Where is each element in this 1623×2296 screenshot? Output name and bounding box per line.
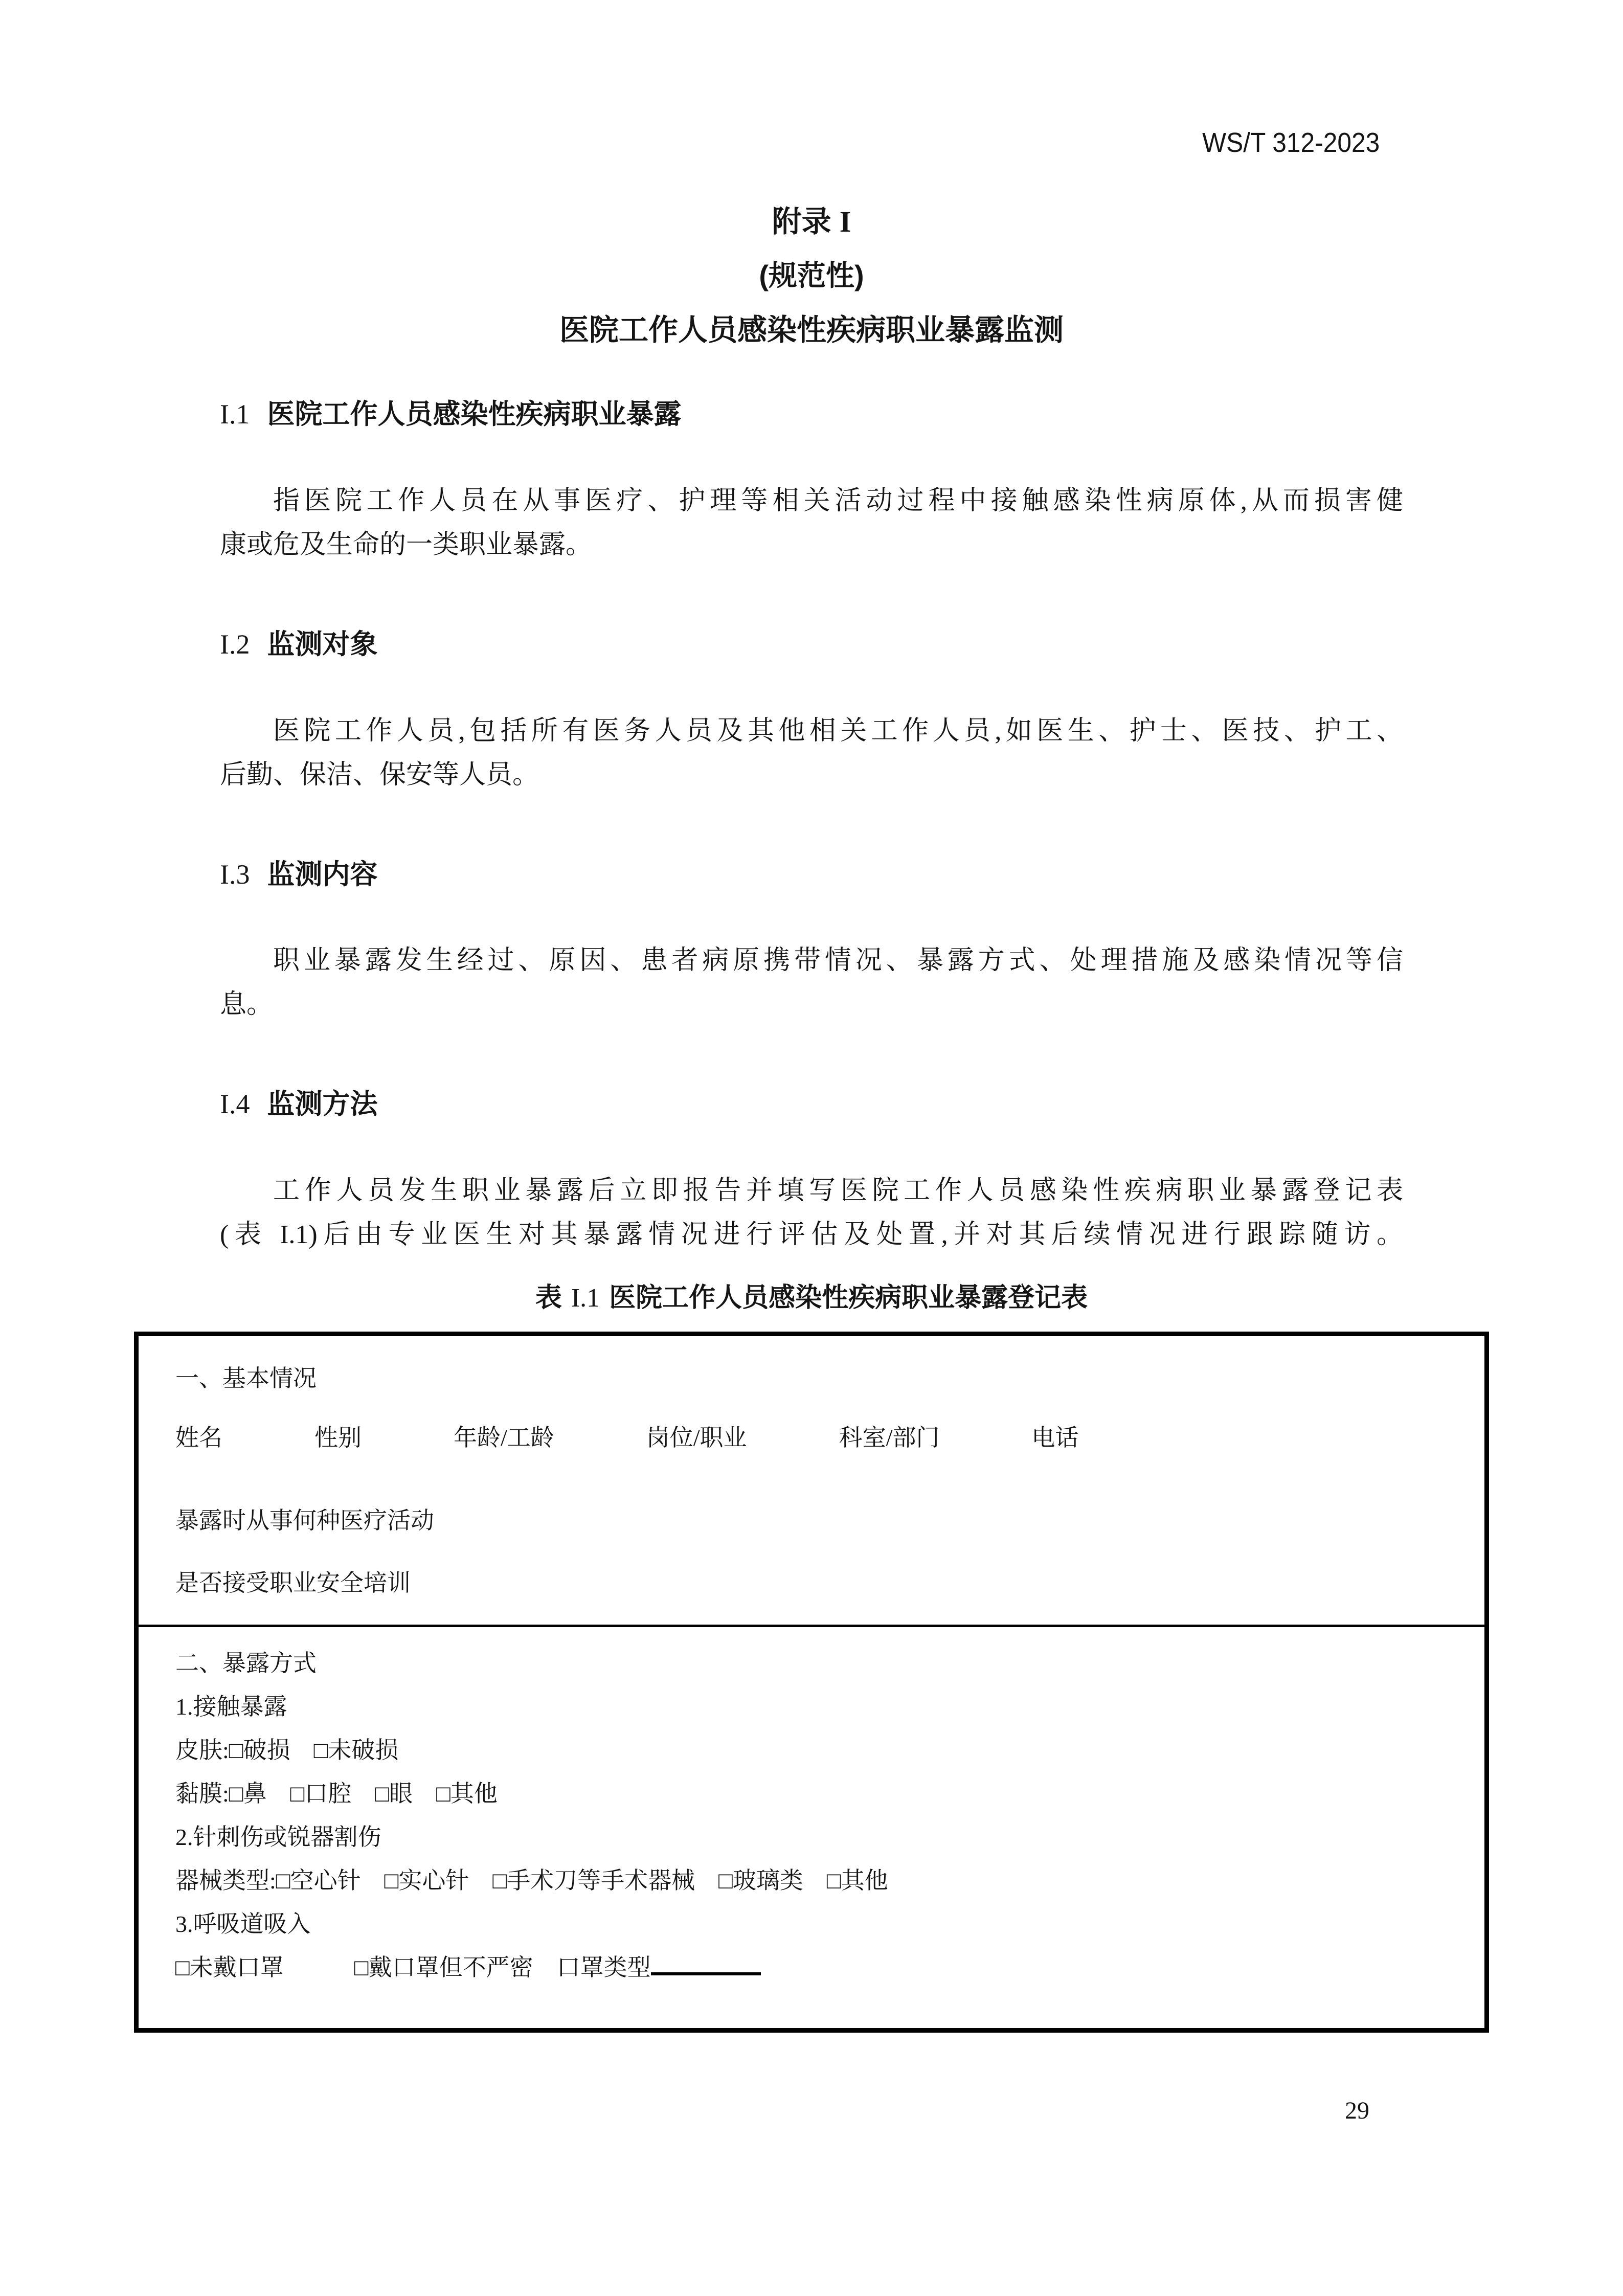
skin-checkbox-line: 皮肤:□破损 □未破损 (175, 1737, 399, 1764)
respiratory-title: 3.呼吸道吸入 (175, 1911, 311, 1938)
mask-type-blank-line (651, 1955, 761, 1975)
section-heading-text: 监测内容 (267, 859, 378, 890)
section-heading-i3 (220, 859, 1403, 891)
field-label-safety-training: 是否接受职业安全培训 (175, 1570, 411, 1596)
paragraph-line: 医院工作人员,包括所有医务人员及其他相关工作人员,如医生、护士、医技、护工、 (273, 716, 1403, 746)
section-number: I.1 (220, 399, 250, 430)
table-caption (220, 1282, 1403, 1314)
page-content (0, 205, 1623, 1314)
paragraph-line: 康或危及生命的一类职业暴露。 (220, 530, 593, 560)
field-label-phone: 电话 (1031, 1425, 1079, 1451)
mucosa-checkbox-line: 黏膜:□鼻 □口腔 □眼 □其他 (175, 1781, 498, 1807)
section-number: I.2 (220, 629, 250, 660)
section-paragraph-i2 (220, 709, 1403, 797)
mask-checkbox-text: □未戴口罩 □戴口罩但不严密 口罩类型 (175, 1954, 651, 1981)
field-label-name: 姓名 (175, 1425, 222, 1451)
section-paragraph-i3 (220, 939, 1403, 1027)
section-number: I.3 (220, 859, 250, 890)
section-number: I.4 (220, 1089, 250, 1120)
section-heading-i1 (220, 398, 1403, 431)
appendix-label-number: I (839, 205, 851, 238)
appendix-label (220, 205, 1403, 239)
contact-exposure-title: 1.接触暴露 (175, 1694, 287, 1720)
field-label-age-seniority: 年龄/工龄 (454, 1425, 554, 1451)
paragraph-line: 后勤、保洁、保安等人员。 (220, 760, 539, 790)
mask-checkbox-line (175, 1946, 1454, 1989)
page-number: 29 (1345, 2097, 1369, 2124)
section-heading-text: 监测对象 (267, 629, 378, 660)
registration-table (134, 1332, 1489, 2033)
exposure-section-title: 二、暴露方式 (175, 1650, 317, 1677)
table-section-exposure-mode (139, 1627, 1484, 2028)
section-heading-text: 监测方法 (267, 1089, 378, 1120)
device-type-checkbox-line: 器械类型:□空心针 □实心针 □手术刀等手术器械 □玻璃类 □其他 (175, 1867, 888, 1894)
paragraph-line: 职业暴露发生经过、原因、患者病原携带情况、暴露方式、处理措施及感染情况等信 (273, 946, 1403, 976)
field-label-medical-activity: 暴露时从事何种医疗活动 (175, 1507, 434, 1534)
section-paragraph-i4 (220, 1169, 1403, 1257)
paragraph-line: 息。 (220, 990, 274, 1020)
section-heading-i2 (220, 628, 1403, 661)
field-label-post-occupation: 岗位/职业 (646, 1425, 747, 1451)
field-label-department: 科室/部门 (839, 1425, 940, 1451)
appendix-title: 医院工作人员感染性疾病职业暴露监测 (559, 313, 1064, 347)
basic-info-field-row (175, 1420, 1454, 1456)
table-caption-number: I.1 (571, 1283, 600, 1313)
standard-code: WS/T 312-2023 (1202, 127, 1380, 158)
table-section-basic-info (139, 1336, 1484, 1625)
section-heading-text: 医院工作人员感染性疾病职业暴露 (267, 399, 682, 430)
table-caption-label: 表 (535, 1282, 562, 1313)
basic-info-section-title: 一、基本情况 (175, 1365, 317, 1392)
paragraph-line: 工作人员发生职业暴露后立即报告并填写医院工作人员感染性疾病职业暴露登记表 (273, 1176, 1403, 1205)
table-caption-title: 医院工作人员感染性疾病职业暴露登记表 (609, 1282, 1088, 1313)
appendix-label-prefix: 附录 (772, 205, 831, 238)
paragraph-line: 指医院工作人员在从事医疗、护理等相关活动过程中接触感染性病原体,从而损害健 (273, 486, 1403, 516)
sharp-injury-title: 2.针刺伤或锐器割伤 (175, 1824, 381, 1851)
section-heading-i4 (220, 1088, 1403, 1120)
appendix-normative: (规范性) (759, 259, 864, 292)
field-label-gender: 性别 (314, 1425, 362, 1451)
section-paragraph-i1 (220, 479, 1403, 567)
paragraph-line: (表 I.1)后由专业医生对其暴露情况进行评估及处置,并对其后续情况进行跟踪随访。 (220, 1220, 1403, 1249)
